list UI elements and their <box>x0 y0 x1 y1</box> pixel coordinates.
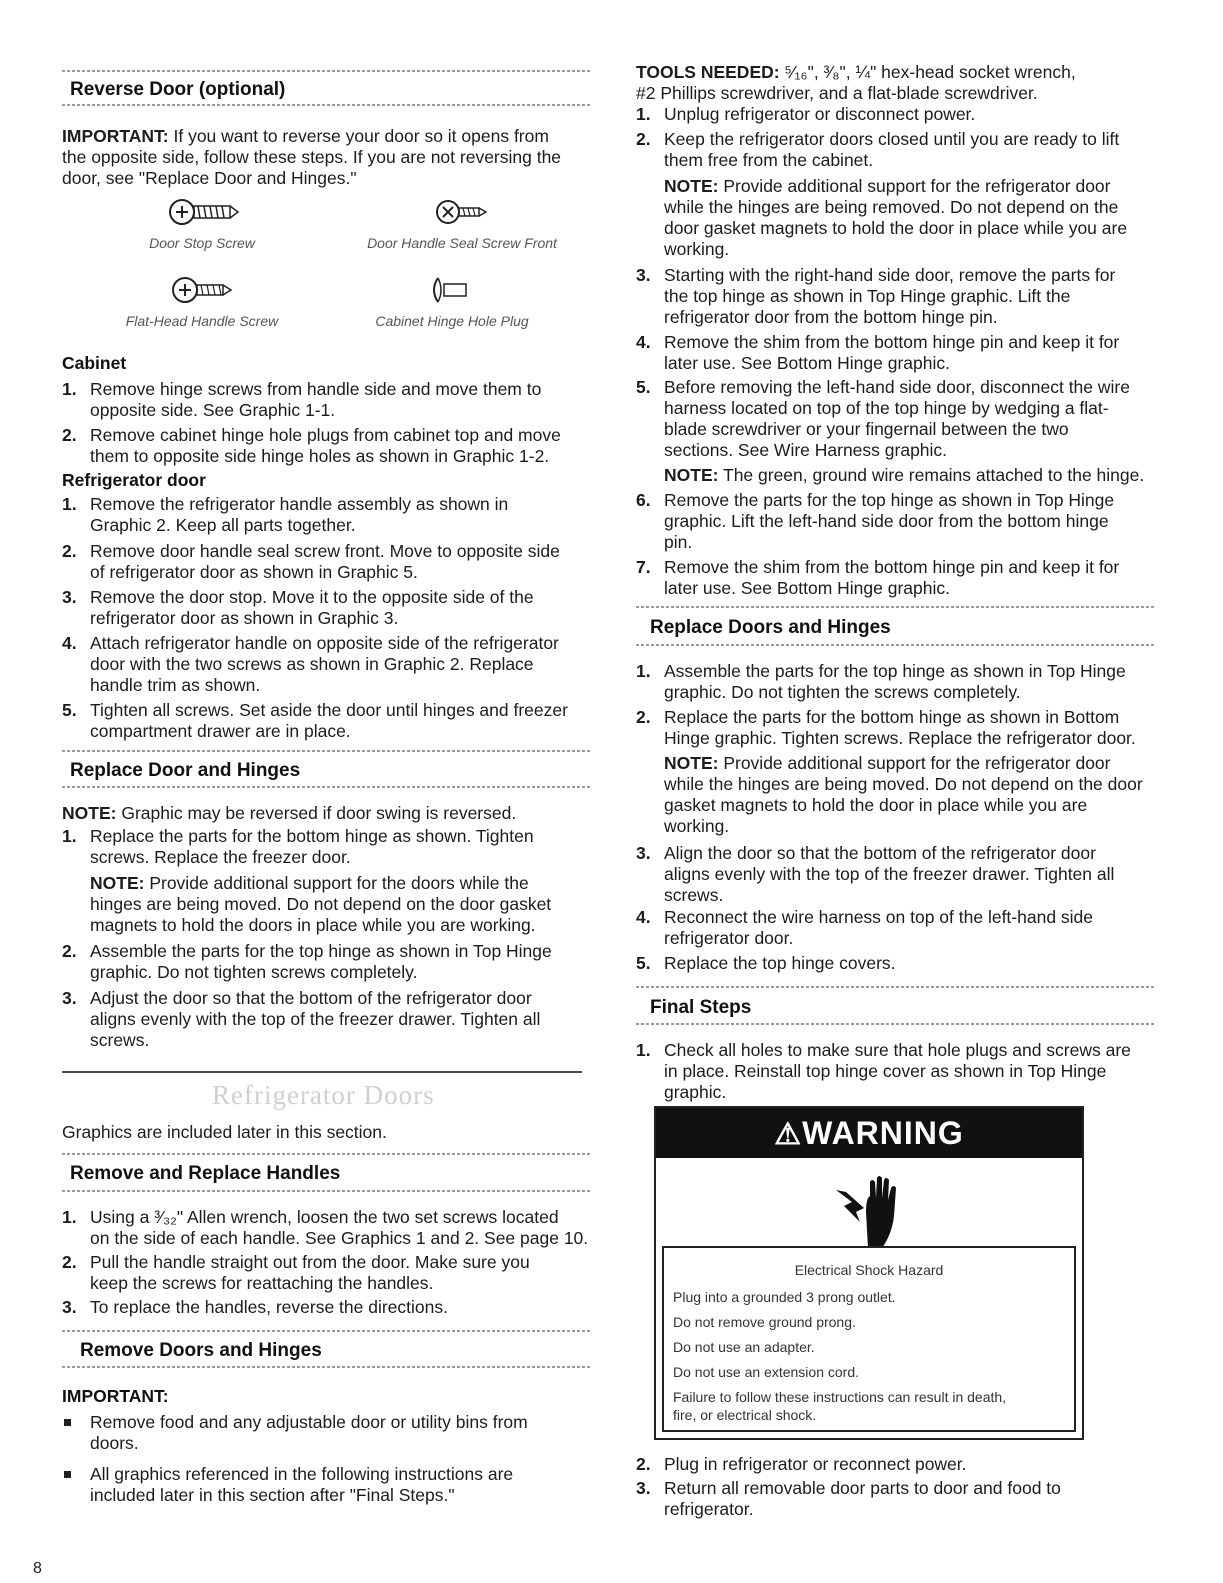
warning-header <box>656 1108 1082 1158</box>
step-note: NOTE: Provide additional support for the refrigerator door while the hinges are being moved. Do not depend on the door gasket magnets to hold the door in place while you are working. <box>664 753 1143 836</box>
final-steps-heading: Final Steps <box>650 997 752 1018</box>
door-handle-seal-screw-icon <box>432 196 492 228</box>
remove-handles-heading: Remove and Replace Handles <box>70 1163 341 1184</box>
step-note: NOTE: The green, ground wire remains attached to the hinge. <box>664 465 1145 485</box>
flat-head-handle-screw-icon <box>167 274 237 306</box>
replace-doors-heading: Replace Doors and Hinges <box>650 617 891 638</box>
section-divider <box>62 1366 592 1368</box>
warning-box <box>654 1106 1084 1440</box>
refrigerator-doors-title: Refrigerator Doors <box>212 1080 435 1110</box>
step-note: NOTE: Provide additional support for the refrigerator door while the hinges are being removed. Do not depend on the door gasket magnets to hold the door in place while you are working. <box>664 176 1128 259</box>
replace-door-note: NOTE: Graphic may be reversed if door swing is reversed. <box>62 803 517 823</box>
refrigerator-doors-intro: Graphics are included later in this section. <box>62 1122 387 1142</box>
section-divider <box>62 1153 592 1155</box>
hinge-hole-plug-icon <box>422 274 482 306</box>
door-handle-seal-screw-part: Door Handle Seal Screw Front <box>332 196 592 254</box>
section-divider <box>636 606 1154 608</box>
section-divider <box>62 104 592 106</box>
section-divider <box>636 986 1154 988</box>
section-divider <box>62 70 592 72</box>
electric-shock-hand-icon <box>826 1168 916 1254</box>
replace-door-heading: Replace Door and Hinges <box>70 760 301 781</box>
section-divider <box>62 1190 592 1192</box>
flat-head-handle-screw-part: Flat-Head Handle Screw <box>82 274 322 332</box>
chapter-rule <box>62 1071 582 1073</box>
door-stop-screw-icon <box>162 196 242 228</box>
warning-title: WARNING <box>802 1115 964 1151</box>
tools-needed: TOOLS NEEDED: ⁵⁄₁₆", ³⁄₈", ¼" hex-head socket wrench, #2 Phillips screwdriver, and a flat-blade screwdriver. <box>636 62 1076 103</box>
warning-triangle-icon: ⚠ <box>774 1118 803 1151</box>
bullet-icon <box>64 1471 71 1478</box>
cabinet-heading: Cabinet <box>62 353 127 373</box>
warning-details: Electrical Shock Hazard Plug into a grounded 3 prong outlet. Do not remove ground prong. Do not use an adapter. Do not use an extension cord. Failure to follow these instructions can result in death, fire, or electrical shock. <box>662 1246 1076 1432</box>
door-stop-screw-part: Door Stop Screw <box>102 196 302 254</box>
hazard-title: Electrical Shock Hazard <box>794 1262 944 1278</box>
section-divider <box>636 1023 1154 1025</box>
important-label: IMPORTANT: <box>62 126 169 146</box>
cabinet-hinge-hole-plug-part: Cabinet Hinge Hole Plug <box>332 274 572 332</box>
step-note: NOTE: Provide additional support for the doors while the hinges are being moved. Do not depend on the door gasket magnets to hold the doors in place while you are working. <box>90 873 552 935</box>
section-divider <box>62 786 592 788</box>
remove-doors-heading: Remove Doors and Hinges <box>80 1340 322 1361</box>
page-number: 8 <box>33 1560 42 1577</box>
section-divider <box>62 1330 592 1332</box>
reverse-door-important: IMPORTANT: If you want to reverse your door so it opens from the opposite side, follow these steps. If you are not reversing the door, see "Replace Door and Hinges." <box>62 126 562 188</box>
section-divider <box>636 644 1154 646</box>
section-divider <box>62 750 592 752</box>
tools-label: TOOLS NEEDED: <box>636 62 780 82</box>
important-heading: IMPORTANT: <box>62 1386 169 1406</box>
reverse-door-heading: Reverse Door (optional) <box>70 79 286 100</box>
bullet-icon <box>64 1419 71 1426</box>
refrigerator-door-heading: Refrigerator door <box>62 470 206 490</box>
